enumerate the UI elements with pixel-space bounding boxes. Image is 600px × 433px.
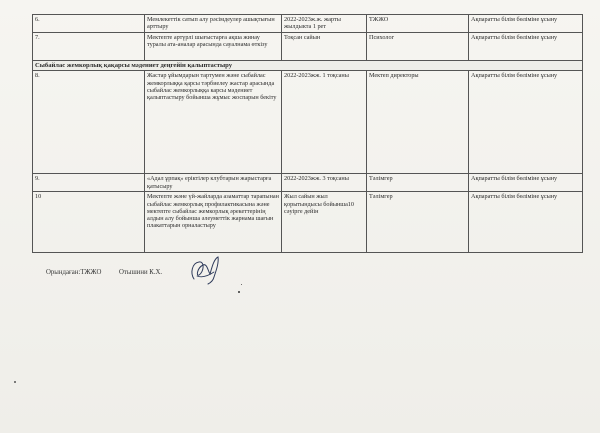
table-row [33,15,583,33]
section-header-row [33,61,583,71]
speck-mark [241,284,242,285]
period-cell: 2022-2023жж. 3 тоқсаны [282,174,367,192]
speck-mark [14,381,16,383]
responsible-cell: Мектеп директоры [367,71,469,174]
period-cell: Жыл сайын жыл қорытындысы бойынша10 сәуірге дейін [282,192,367,253]
activity-cell: Мектепте артүрлі шығыстарға ақша жинау туралы ата-аналар арасында сауалнама өткізу [145,33,282,61]
table-row [33,71,583,174]
responsible-cell: ТЖЖО [367,15,469,33]
activity-cell: Жастар ұйымдарын тартумен және сыбайлас жемкорлыққа қарсы тәрбиелеу жастар арасында сыбайлас жемкорлыққа карсы мәдениет қалыптастыру бойынша жұмыс жоспарын бекіту [145,71,282,174]
activity-cell: «Адал ұрпақ» еріктілер клубтарын жарыстарға қатысыру [145,174,282,192]
table-row [33,174,583,192]
form-cell: Ақпаратты білім бөліміне ұсыну [469,71,583,174]
form-cell: Ақпаратты білім бөліміне ұсыну [469,174,583,192]
row-number: 6. [33,15,145,33]
period-cell: Тоқсан сайын [282,33,367,61]
plan-table [32,14,583,253]
row-number: 7. [33,33,145,61]
row-number: 10 [33,192,145,253]
period-cell: 2022-2023жж. 1 тоқсаны [282,71,367,174]
table-row [33,192,583,253]
table-row [33,33,583,61]
section-title: Сыбайлас жемкорлық қақарсы мәдениет деңгейін қалыптастыру [33,61,583,71]
signed-by-label: Орындаған:ТЖЖО [46,269,102,276]
form-cell: Ақпаратты білім бөліміне ұсыну [469,192,583,253]
activity-cell: Мектепте және үй-жайларда азаматтар тарапынан сыбайлас жемкорлық профилактикасына және мектепте сыбайлас жемкорлық әрекеттерінің алдын алу бойынша әлеуметтік жарнама шағын плакаттарын орналастыру [145,192,282,253]
row-number: 9. [33,174,145,192]
form-cell: Ақпаратты білім бөліміне ұсыну [469,15,583,33]
period-cell: 2022-2023ж.ж. жарты жылдыкта 1 рет [282,15,367,33]
responsible-cell: Тәлімгер [367,192,469,253]
activity-cell: Мемлекеттік сатып алу рәсімдеулер ашықтығын арттыру [145,15,282,33]
responsible-cell: Психолог [367,33,469,61]
form-cell: Ақпаратты білім бөліміне ұсыну [469,33,583,61]
row-number: 8. [33,71,145,174]
speck-mark [238,291,240,293]
responsible-cell: Тәлімгер [367,174,469,192]
executor-name: Отышини К.Х. [119,269,163,276]
handwritten-signature [188,253,226,289]
